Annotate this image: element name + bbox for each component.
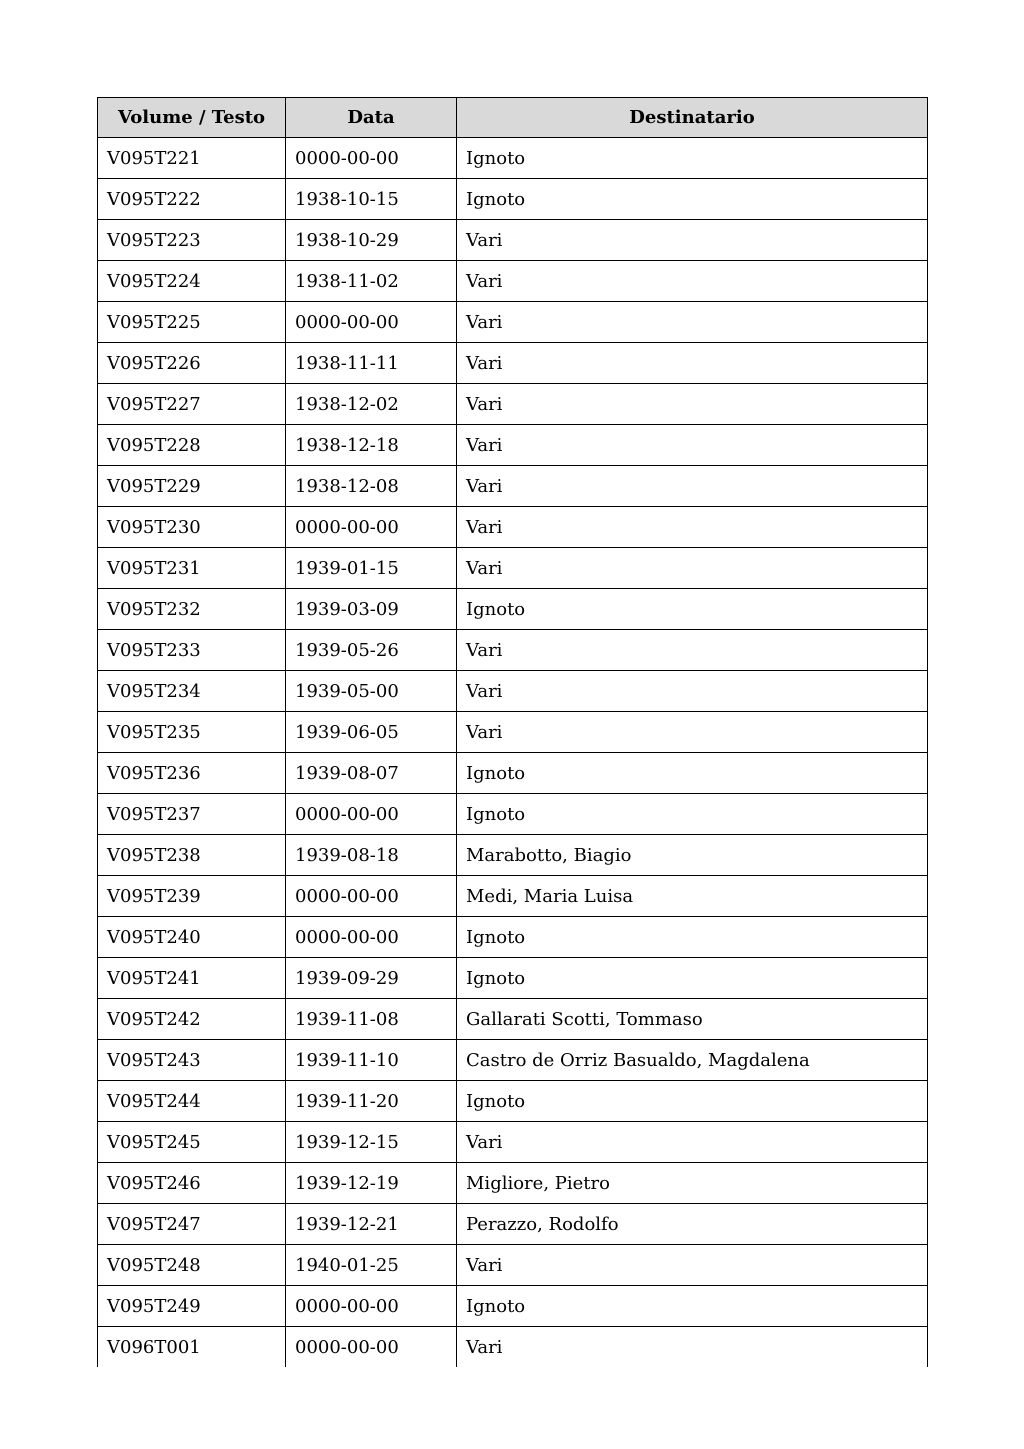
cell-data: 1939-08-07 <box>286 753 457 794</box>
cell-data: 0000-00-00 <box>286 507 457 548</box>
cell-data: 0000-00-00 <box>286 794 457 835</box>
cell-volume-testo: V095T226 <box>98 343 286 384</box>
cell-destinatario: Vari <box>457 384 928 425</box>
cell-volume-testo: V095T246 <box>98 1163 286 1204</box>
header-row <box>98 98 928 138</box>
cell-volume-testo: V095T242 <box>98 999 286 1040</box>
cell-data: 1938-12-18 <box>286 425 457 466</box>
cell-volume-testo: V096T001 <box>98 1327 286 1368</box>
cell-volume-testo: V095T228 <box>98 425 286 466</box>
cell-data: 1938-12-08 <box>286 466 457 507</box>
cell-data: 1939-09-29 <box>286 958 457 999</box>
cell-volume-testo: V095T245 <box>98 1122 286 1163</box>
table-body <box>98 138 928 1368</box>
cell-destinatario: Vari <box>457 220 928 261</box>
table-header <box>98 98 928 138</box>
cell-destinatario: Medi, Maria Luisa <box>457 876 928 917</box>
cell-destinatario: Castro de Orriz Basualdo, Magdalena <box>457 1040 928 1081</box>
table-row <box>98 343 928 384</box>
cell-data: 1939-06-05 <box>286 712 457 753</box>
cell-data: 1938-10-29 <box>286 220 457 261</box>
table-row <box>98 1163 928 1204</box>
cell-volume-testo: V095T223 <box>98 220 286 261</box>
cell-data: 0000-00-00 <box>286 917 457 958</box>
cell-data: 0000-00-00 <box>286 1286 457 1327</box>
cell-destinatario: Migliore, Pietro <box>457 1163 928 1204</box>
table-row <box>98 425 928 466</box>
cell-destinatario: Vari <box>457 712 928 753</box>
table-row <box>98 876 928 917</box>
table-row <box>98 1245 928 1286</box>
cell-destinatario: Ignoto <box>457 917 928 958</box>
cell-data: 1939-11-10 <box>286 1040 457 1081</box>
cell-data: 0000-00-00 <box>286 302 457 343</box>
table-row <box>98 999 928 1040</box>
cell-volume-testo: V095T238 <box>98 835 286 876</box>
cell-destinatario: Ignoto <box>457 138 928 179</box>
cell-data: 1939-03-09 <box>286 589 457 630</box>
header-destinatario: Destinatario <box>457 98 928 138</box>
cell-destinatario: Marabotto, Biagio <box>457 835 928 876</box>
cell-data: 1938-11-02 <box>286 261 457 302</box>
table-row <box>98 220 928 261</box>
table-row <box>98 753 928 794</box>
cell-destinatario: Vari <box>457 343 928 384</box>
cell-volume-testo: V095T232 <box>98 589 286 630</box>
cell-volume-testo: V095T227 <box>98 384 286 425</box>
cell-data: 1938-11-11 <box>286 343 457 384</box>
cell-destinatario: Vari <box>457 1327 928 1368</box>
table-row <box>98 630 928 671</box>
cell-destinatario: Vari <box>457 630 928 671</box>
cell-volume-testo: V095T244 <box>98 1081 286 1122</box>
cell-data: 1939-12-21 <box>286 1204 457 1245</box>
table-row <box>98 917 928 958</box>
cell-volume-testo: V095T229 <box>98 466 286 507</box>
letters-index-table <box>97 97 928 1367</box>
cell-volume-testo: V095T225 <box>98 302 286 343</box>
table-row <box>98 1327 928 1368</box>
cell-destinatario: Vari <box>457 1122 928 1163</box>
cell-volume-testo: V095T248 <box>98 1245 286 1286</box>
cell-destinatario: Vari <box>457 548 928 589</box>
cell-volume-testo: V095T235 <box>98 712 286 753</box>
cell-volume-testo: V095T236 <box>98 753 286 794</box>
cell-destinatario: Ignoto <box>457 958 928 999</box>
cell-destinatario: Vari <box>457 466 928 507</box>
cell-destinatario: Ignoto <box>457 179 928 220</box>
table-row <box>98 794 928 835</box>
cell-volume-testo: V095T221 <box>98 138 286 179</box>
cell-volume-testo: V095T224 <box>98 261 286 302</box>
cell-data: 1939-12-19 <box>286 1163 457 1204</box>
cell-data: 1939-05-26 <box>286 630 457 671</box>
table-row <box>98 589 928 630</box>
table-row <box>98 261 928 302</box>
cell-data: 1939-11-20 <box>286 1081 457 1122</box>
table-row <box>98 507 928 548</box>
cell-volume-testo: V095T249 <box>98 1286 286 1327</box>
table-row <box>98 302 928 343</box>
cell-volume-testo: V095T247 <box>98 1204 286 1245</box>
cell-destinatario: Vari <box>457 671 928 712</box>
table-row <box>98 712 928 753</box>
table-row <box>98 1081 928 1122</box>
table-row <box>98 1122 928 1163</box>
table-row <box>98 958 928 999</box>
cell-data: 1939-11-08 <box>286 999 457 1040</box>
cell-volume-testo: V095T243 <box>98 1040 286 1081</box>
table-row <box>98 548 928 589</box>
cell-destinatario: Ignoto <box>457 589 928 630</box>
cell-volume-testo: V095T230 <box>98 507 286 548</box>
table-row <box>98 835 928 876</box>
cell-volume-testo: V095T222 <box>98 179 286 220</box>
cell-destinatario: Vari <box>457 261 928 302</box>
cell-data: 1939-08-18 <box>286 835 457 876</box>
cell-destinatario: Vari <box>457 302 928 343</box>
cell-destinatario: Ignoto <box>457 1286 928 1327</box>
table-row <box>98 1040 928 1081</box>
cell-destinatario: Ignoto <box>457 794 928 835</box>
cell-destinatario: Vari <box>457 425 928 466</box>
cell-volume-testo: V095T239 <box>98 876 286 917</box>
header-data: Data <box>286 98 457 138</box>
cell-data: 1939-05-00 <box>286 671 457 712</box>
cell-data: 1939-12-15 <box>286 1122 457 1163</box>
cell-volume-testo: V095T241 <box>98 958 286 999</box>
cell-data: 1938-10-15 <box>286 179 457 220</box>
table-row <box>98 138 928 179</box>
cell-volume-testo: V095T234 <box>98 671 286 712</box>
table-row <box>98 384 928 425</box>
table-row <box>98 1204 928 1245</box>
cell-data: 1938-12-02 <box>286 384 457 425</box>
cell-data: 1940-01-25 <box>286 1245 457 1286</box>
cell-destinatario: Vari <box>457 1245 928 1286</box>
cell-data: 0000-00-00 <box>286 876 457 917</box>
cell-volume-testo: V095T233 <box>98 630 286 671</box>
table-row <box>98 466 928 507</box>
cell-destinatario: Perazzo, Rodolfo <box>457 1204 928 1245</box>
cell-volume-testo: V095T240 <box>98 917 286 958</box>
cell-volume-testo: V095T231 <box>98 548 286 589</box>
cell-destinatario: Ignoto <box>457 1081 928 1122</box>
cell-volume-testo: V095T237 <box>98 794 286 835</box>
cell-destinatario: Vari <box>457 507 928 548</box>
table-row <box>98 179 928 220</box>
table-row <box>98 1286 928 1327</box>
table-row <box>98 671 928 712</box>
cell-destinatario: Ignoto <box>457 753 928 794</box>
cell-data: 0000-00-00 <box>286 1327 457 1368</box>
cell-data: 1939-01-15 <box>286 548 457 589</box>
cell-destinatario: Gallarati Scotti, Tommaso <box>457 999 928 1040</box>
header-volume-testo: Volume / Testo <box>98 98 286 138</box>
cell-data: 0000-00-00 <box>286 138 457 179</box>
